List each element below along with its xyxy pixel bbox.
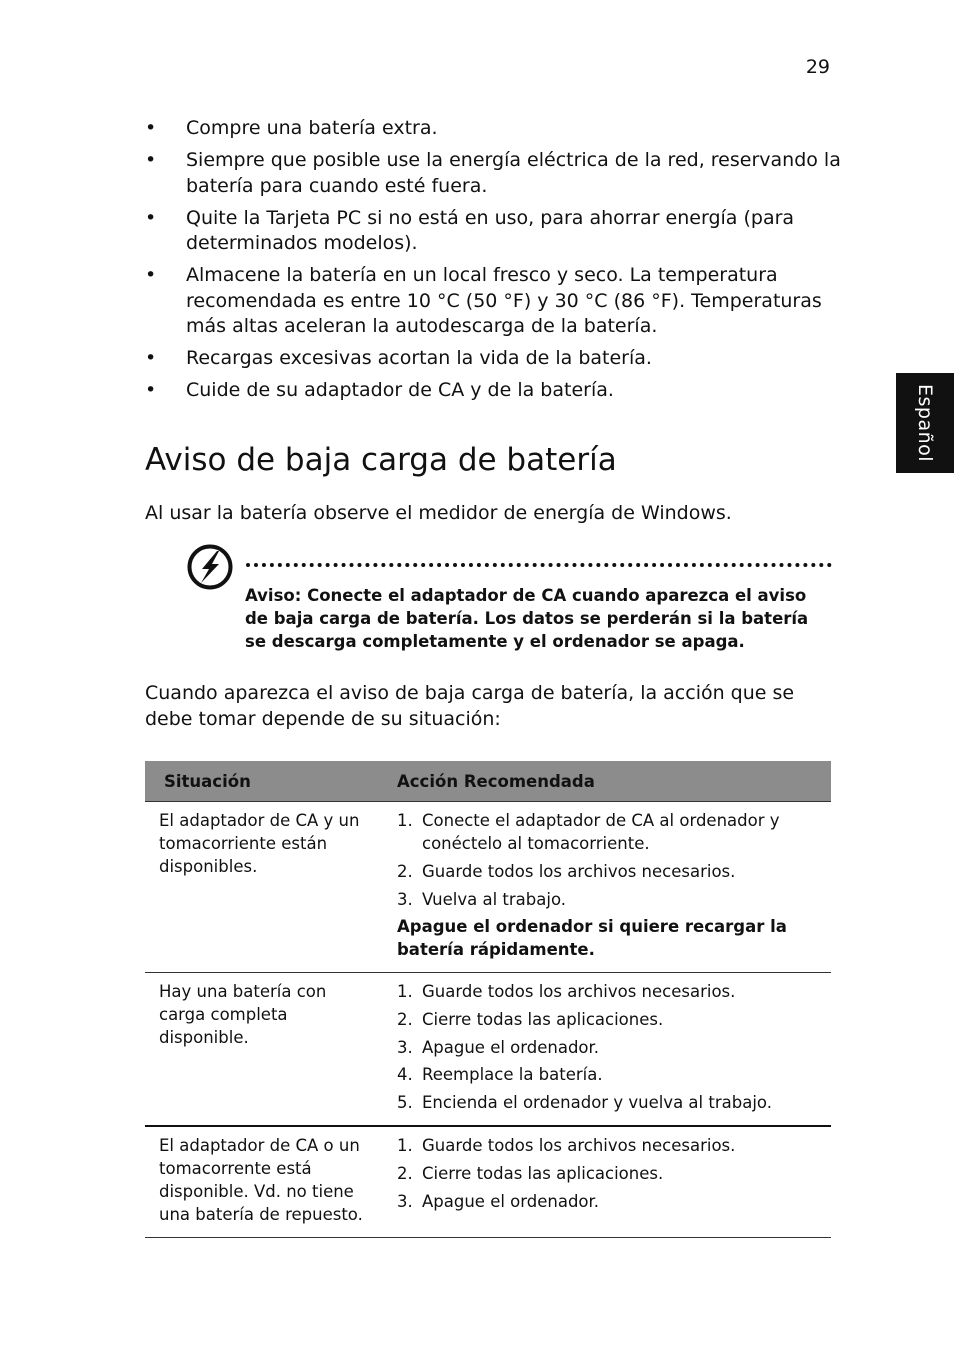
list-item: [145, 206, 845, 257]
section-title: Aviso de baja carga de batería: [145, 442, 617, 478]
step-number: 1.: [397, 811, 413, 830]
step-text: Cierre todas las aplicaciones.: [422, 1009, 664, 1029]
list-item-text: Quite la Tarjeta PC si no está en uso, para ahorrar energía (para determinados modelos).: [186, 206, 795, 254]
step-text: Guarde todos los archivos necesarios.: [422, 1136, 736, 1155]
warning-divider: [246, 563, 832, 567]
table-row: [145, 802, 831, 973]
bullet-marker: •: [145, 117, 157, 139]
steps-list: [397, 980, 821, 1114]
step-item: [397, 809, 821, 855]
action-cell: [385, 973, 831, 1127]
step-item: [397, 1091, 821, 1114]
step-text: Encienda el ordenador y vuelva al trabajo.: [422, 1093, 772, 1113]
step-item: [397, 1008, 821, 1031]
step-item: [397, 1190, 821, 1213]
warning-text: Aviso: Conecte el adaptador de CA cuando aparezca el aviso de baja carga de batería. Los datos se perderán si la batería se descarga completamente y el ordenador se apaga.: [245, 586, 809, 651]
step-text: Apague el ordenador.: [422, 1191, 600, 1211]
step-number: 2.: [397, 1163, 413, 1183]
step-number: 2.: [397, 1009, 413, 1029]
list-item: [145, 116, 845, 142]
page-number: 29: [805, 56, 830, 78]
step-text: Vuelva al trabajo.: [422, 889, 567, 909]
step-number: 1.: [397, 982, 413, 1001]
list-item: [145, 346, 845, 372]
step-number: 4.: [397, 1065, 413, 1085]
situation-intro: Cuando aparezca el aviso de baja carga de batería, la acción que se debe tomar depende de su situación:: [145, 682, 795, 730]
list-item: [145, 148, 845, 199]
list-item: [145, 378, 845, 404]
action-note: Apague el ordenador si quiere recargar la batería rápidamente.: [397, 917, 787, 960]
header-situation: Situación: [145, 761, 385, 802]
tips-list: [145, 116, 845, 410]
language-tab-label: Español: [914, 383, 936, 463]
table-row: [145, 973, 831, 1127]
bullet-marker: •: [145, 347, 157, 369]
bullet-marker: •: [145, 264, 157, 286]
step-text: Reemplace la batería.: [422, 1065, 603, 1085]
step-number: 5.: [397, 1093, 413, 1113]
action-cell: [385, 802, 831, 973]
step-item: [397, 860, 821, 883]
steps-list: [397, 809, 821, 911]
action-cell: [385, 1126, 831, 1238]
step-text: Guarde todos los archivos necesarios.: [422, 861, 736, 881]
step-item: [397, 1036, 821, 1059]
table-row: [145, 1126, 831, 1238]
step-text: Guarde todos los archivos necesarios.: [422, 982, 736, 1001]
list-item-text: Compre una batería extra.: [186, 117, 438, 139]
list-item-text: Siempre que posible use la energía eléctrica de la red, reservando la batería para cuando esté fuera.: [186, 149, 841, 197]
lightning-warning-icon: [186, 543, 234, 591]
situation-cell: El adaptador de CA o un tomacorrente está disponible. Vd. no tiene una batería de repuesto.: [145, 1126, 385, 1238]
step-item: [397, 1162, 821, 1185]
step-number: 3.: [397, 889, 413, 909]
step-number: 2.: [397, 861, 413, 881]
list-item-text: Recargas excesivas acortan la vida de la batería.: [186, 347, 652, 369]
steps-list: [397, 1134, 821, 1213]
situation-cell: El adaptador de CA y un tomacorriente están disponibles.: [145, 802, 385, 973]
step-item: [397, 888, 821, 911]
list-item-text: Almacene la batería en un local fresco y seco. La temperatura recomendada es entre 10 °C (50 °F) y 30 °C (86 °F). Temperaturas más altas aceleran la autodescarga de la batería.: [186, 264, 822, 337]
section-intro: Al usar la batería observe el medidor de energía de Windows.: [145, 502, 732, 524]
step-text: Apague el ordenador.: [422, 1037, 600, 1057]
list-item: [145, 263, 845, 340]
bullet-marker: •: [145, 149, 157, 171]
step-number: 1.: [397, 1136, 413, 1155]
situation-cell: Hay una batería con carga completa disponible.: [145, 973, 385, 1127]
battery-actions-table: [145, 761, 831, 1238]
table-header-row: [145, 761, 831, 802]
bullet-marker: •: [145, 206, 157, 229]
header-action: Acción Recomendada: [385, 761, 831, 802]
step-number: 3.: [397, 1037, 413, 1057]
step-number: 3.: [397, 1191, 413, 1211]
step-text: Cierre todas las aplicaciones.: [422, 1163, 664, 1183]
step-item: [397, 980, 821, 1003]
step-item: [397, 1063, 821, 1086]
bullet-marker: •: [145, 379, 157, 401]
step-item: [397, 1134, 821, 1157]
language-tab: [896, 373, 954, 473]
list-item-text: Cuide de su adaptador de CA y de la batería.: [186, 379, 614, 401]
step-text: Conecte el adaptador de CA al ordenador y conéctelo al tomacorriente.: [422, 811, 780, 853]
